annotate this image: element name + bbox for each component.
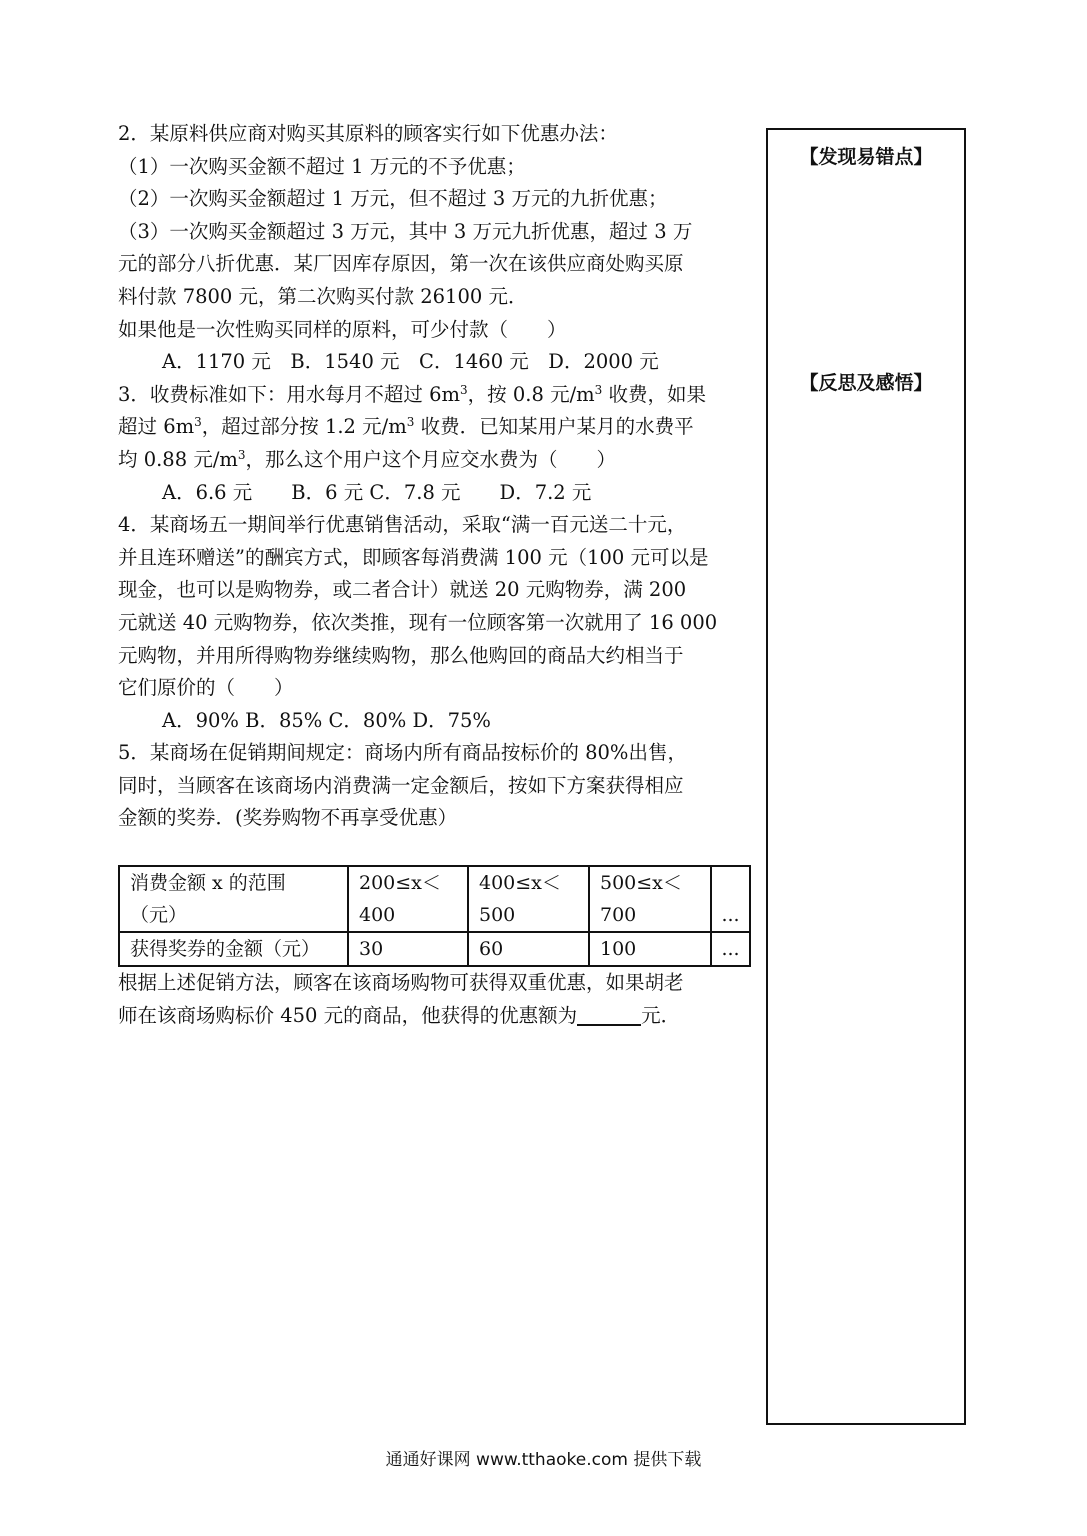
table-row bbox=[119, 932, 750, 966]
sidebar-heading-reflection: 【反思及感悟】 bbox=[799, 372, 933, 394]
table-cell-more: ... bbox=[711, 866, 750, 932]
q3-line-2: 超过 $6m^3$，超过部分按 1.2 元$/m^3$ 收费．已知某用户某月的水费平 bbox=[118, 415, 694, 439]
q4-line-6: 它们原价的（ ） bbox=[118, 676, 294, 700]
page-footer: 通通好课网 www.tthaoke.com 提供下载 bbox=[385, 1450, 702, 1470]
sidebar-heading-errors: 【发现易错点】 bbox=[799, 146, 933, 168]
q4-line-5: 元购物，并用所得购物券继续购物，那么他购回的商品大约相当于 bbox=[118, 643, 684, 667]
q5-line-2: 同时，当顾客在该商场内消费满一定金额后，按如下方案获得相应 bbox=[118, 773, 684, 797]
table-cell: 200≤x＜ 400 bbox=[348, 866, 468, 932]
question-4 bbox=[118, 509, 750, 737]
question-5 bbox=[118, 737, 750, 1032]
q3-options: A．6.6 元 B．6 元 C．7.8 元 D．7.2 元 bbox=[162, 480, 592, 504]
q2-rule-3a: （3）一次购买金额超过 3 万元，其中 3 万元九折优惠，超过 3 万 bbox=[118, 219, 693, 243]
q2-options: A．1170 元 B．1540 元 C．1460 元 D．2000 元 bbox=[162, 350, 659, 374]
q4-options: A．90% B．85% C．80% D．75% bbox=[162, 708, 491, 732]
table-cell-more: ... bbox=[711, 932, 750, 966]
question-2 bbox=[118, 118, 750, 379]
spacer bbox=[118, 835, 750, 865]
table-cell: 30 bbox=[348, 932, 468, 966]
q2-rule-1: （1）一次购买金额不超过 1 万元的不予优惠； bbox=[118, 154, 526, 178]
q3-line-3: 均 0.88 元$/m^3$，那么这个用户这个月应交水费为（ ） bbox=[118, 447, 617, 471]
q4-line-1: 4．某商场五一期间举行优惠销售活动，采取“满一百元送二十元， bbox=[118, 513, 687, 537]
table-cell: 60 bbox=[468, 932, 589, 966]
table-header-range: 消费金额 x 的范围 （元） bbox=[119, 866, 348, 932]
table-cell: 100 bbox=[589, 932, 711, 966]
table-cell: 500≤x＜ 700 bbox=[589, 866, 711, 932]
q2-title: 2．某原料供应商对购买其原料的顾客实行如下优惠办法： bbox=[118, 122, 618, 145]
question-3 bbox=[118, 379, 750, 509]
q5-after-1: 根据上述促销方法，顾客在该商场购物可获得双重优惠，如果胡老 bbox=[118, 971, 684, 995]
q5-line-1: 5．某商场在促销期间规定：商场内所有商品按标价的 80%出售， bbox=[118, 741, 687, 765]
answer-blank[interactable] bbox=[577, 1002, 641, 1026]
notes-sidebar bbox=[766, 128, 966, 1425]
q2-rule-3b: 元的部分八折优惠．某厂因库存原因，第一次在该供应商处购买原 bbox=[118, 252, 684, 276]
q2-rule-2: （2）一次购买金额超过 1 万元，但不超过 3 万元的九折优惠； bbox=[118, 187, 668, 211]
table-cell: 400≤x＜ 500 bbox=[468, 866, 589, 932]
table-header-reward: 获得奖券的金额（元） bbox=[119, 932, 348, 966]
q4-line-3: 现金，也可以是购物券，或二者合计）就送 20 元购物券，满 200 bbox=[118, 578, 687, 602]
q2-question: 如果他是一次性购买同样的原料，可少付款（ ） bbox=[118, 317, 567, 341]
q4-line-4: 元就送 40 元购物券，依次类推，现有一位顾客第一次就用了 16 000 bbox=[118, 610, 718, 634]
q5-after-2: 师在该商场购标价 450 元的商品，他获得的优惠额为 元． bbox=[118, 1003, 681, 1027]
q5-line-3: 金额的奖券．(奖券购物不再享受优惠） bbox=[118, 806, 458, 830]
q2-rule-3c: 料付款 7800 元，第二次购买付款 26100 元． bbox=[118, 284, 528, 308]
q4-line-2: 并且连环赠送”的酬宾方式，即顾客每消费满 100 元（100 元可以是 bbox=[118, 545, 709, 569]
main-content bbox=[118, 118, 750, 1032]
q3-line-1: 3．收费标准如下：用水每月不超过 $6m^3$，按 0.8 元$/m^3$ 收费，如果 bbox=[118, 382, 706, 406]
promo-table bbox=[118, 865, 751, 967]
table-row bbox=[119, 866, 750, 932]
